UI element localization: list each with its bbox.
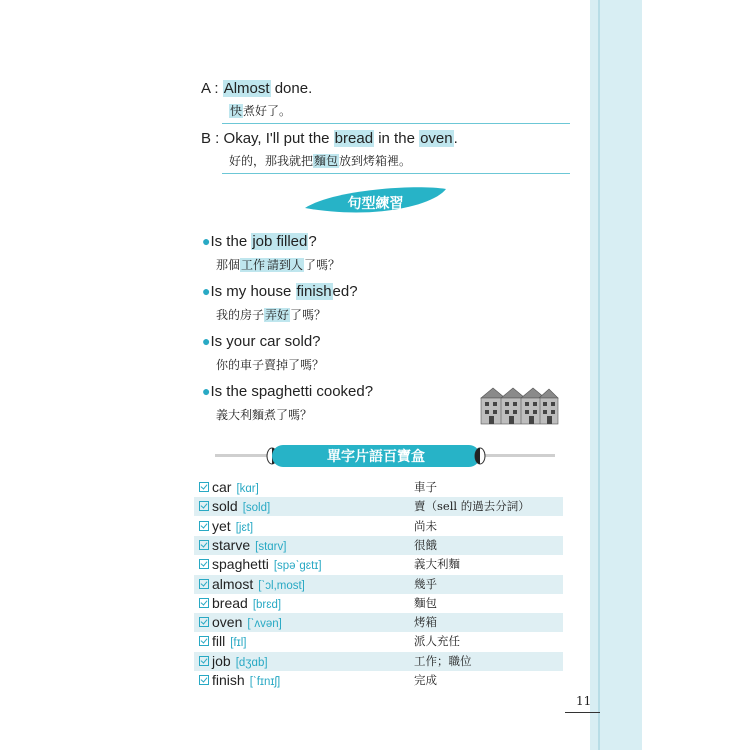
vocab-meaning: 很餓 — [414, 537, 437, 552]
vocab-word-text: starve — [212, 536, 251, 553]
vocab-row — [194, 613, 563, 632]
townhouses-illustration — [479, 386, 559, 431]
vocab-row — [194, 517, 563, 536]
vocab-phonetic: [sold] — [242, 502, 271, 515]
text-segment: 義大利麵煮了嗎？ — [216, 408, 313, 422]
highlighted-text: oven — [420, 130, 453, 147]
vocab-row — [194, 652, 563, 671]
vocab-meaning: 完成 — [414, 673, 437, 687]
vocab-phonetic: [dʒɑb] — [235, 656, 268, 669]
vocab-row — [194, 536, 563, 555]
vocab-banner-rule-right — [476, 454, 555, 457]
vocab-row — [194, 478, 563, 497]
dialogue-line-b: B : Okay, I'll put the bread in the oven. 好的，那我就把麵包放到烤箱裡。 — [201, 130, 458, 168]
highlighted-text: Almost — [223, 80, 270, 97]
text-segment: 我的房子 — [216, 308, 265, 322]
vocab-word-text: yet — [212, 517, 231, 534]
vocab-row — [194, 497, 563, 516]
dialogue-divider — [222, 173, 570, 174]
vocab-word — [212, 517, 253, 538]
vocab-phonetic: [ˋɔl,most] — [258, 579, 305, 592]
vocab-phonetic: [ˋfɪnɪʃ] — [249, 676, 281, 688]
vocab-meaning: 派人充任 — [414, 634, 460, 649]
vocab-meaning: 工作；職位 — [414, 653, 472, 668]
vocab-word — [212, 594, 281, 615]
checkbox-icon[interactable] — [199, 482, 209, 492]
text-segment: 你的車子賣掉了嗎？ — [216, 358, 325, 372]
vocab-row — [194, 575, 563, 594]
text-segment: ed? — [332, 283, 358, 300]
checkbox-icon[interactable] — [199, 636, 209, 646]
pattern-item — [202, 233, 340, 273]
vocab-word-text: almost — [212, 575, 254, 592]
margin-line — [598, 0, 600, 750]
vocab-row — [194, 632, 563, 651]
vocab-meaning: 烤箱 — [414, 615, 437, 630]
patterns-title: 句型練習 — [347, 195, 404, 211]
vocab-word-text: oven — [212, 614, 243, 631]
highlighted-text: finish — [296, 283, 332, 300]
text-segment: 好的，那我就把 — [229, 154, 314, 168]
vocab-meaning: 幾乎 — [414, 576, 437, 591]
dialogue-line-a: A : Almost done. 快煮好了。 — [201, 80, 313, 118]
checkbox-icon[interactable] — [199, 579, 209, 589]
vocab-phonetic: [kɑr] — [236, 483, 259, 495]
vocab-word-text: fill — [212, 633, 226, 650]
vocab-word — [212, 555, 322, 576]
checkbox-icon[interactable] — [199, 521, 209, 531]
vocab-word — [212, 536, 286, 557]
text-segment: Is the spaghetti cooked? — [210, 383, 374, 400]
pattern-item — [202, 333, 324, 373]
pattern-item — [202, 283, 358, 323]
text-segment: 煮好了。 — [243, 104, 292, 118]
bullet-icon: ● — [202, 233, 211, 249]
text-segment: . — [453, 130, 458, 147]
vocab-word — [212, 652, 268, 673]
vocab-phonetic: [spəˋgɛtɪ] — [273, 560, 322, 573]
vocab-meaning: 車子 — [414, 480, 437, 494]
vocab-word-text: bread — [212, 594, 248, 611]
text-segment: Is my house — [210, 283, 296, 300]
dialogue-divider — [222, 123, 570, 124]
vocab-word-text: job — [212, 652, 231, 669]
vocab-phonetic: [fɪl] — [230, 637, 247, 650]
page-number: 11 — [576, 694, 592, 708]
vocab-row — [194, 671, 563, 690]
vocab-phonetic: [brɛd] — [252, 598, 282, 611]
highlighted-text: bread — [334, 130, 374, 147]
text-segment: ? — [308, 233, 317, 250]
page-number-rule — [565, 712, 600, 713]
text-segment: 放到烤箱裡。 — [339, 154, 412, 168]
bullet-icon: ● — [202, 283, 211, 299]
vocab-word — [212, 613, 282, 634]
speaker-label: A — [201, 80, 211, 97]
vocab-row — [194, 594, 563, 613]
vocab-word-text: sold — [212, 498, 238, 515]
vocab-meaning: 麵包 — [414, 595, 437, 610]
vocab-word-text: finish — [212, 672, 245, 688]
bullet-icon: ● — [202, 383, 211, 399]
text-segment: 那個 — [216, 258, 241, 272]
checkbox-icon[interactable] — [199, 501, 209, 511]
text-segment: Okay, I'll put the — [223, 130, 334, 147]
vocab-row — [194, 555, 563, 574]
highlighted-text: 弄好 — [265, 308, 290, 322]
text-segment: in the — [374, 130, 420, 147]
checkbox-icon[interactable] — [199, 559, 209, 569]
highlighted-text: 快 — [230, 104, 243, 118]
vocab-phonetic: [jɛt] — [235, 521, 254, 534]
text-segment: Is the — [210, 233, 252, 250]
checkbox-icon[interactable] — [199, 656, 209, 666]
checkbox-icon[interactable] — [199, 598, 209, 608]
vocab-word — [212, 478, 259, 499]
vocab-meaning: 義大利麵 — [414, 557, 460, 572]
vocab-word — [212, 497, 270, 518]
bullet-icon: ● — [202, 333, 211, 349]
text-segment: 了嗎？ — [290, 308, 327, 322]
highlighted-text: 請到人 — [267, 258, 304, 272]
text-segment: Is your car sold? — [210, 333, 321, 350]
vocab-word — [212, 575, 305, 596]
text-segment: done. — [270, 80, 313, 97]
checkbox-icon[interactable] — [199, 675, 209, 685]
vocab-banner-cap-right — [474, 447, 486, 465]
vocab-meaning: 賣（sell 的過去分詞） — [414, 499, 530, 514]
highlighted-text: 麵包 — [314, 154, 339, 168]
vocab-meaning: 尚未 — [414, 518, 437, 533]
checkbox-icon[interactable] — [199, 617, 209, 627]
highlighted-text: job filled — [252, 233, 308, 250]
vocab-word — [212, 671, 280, 692]
patterns-title-banner — [303, 186, 448, 216]
vocab-word-text: spaghetti — [212, 556, 269, 573]
vocab-word-text: car — [212, 479, 232, 495]
checkbox-icon[interactable] — [199, 540, 209, 550]
vocab-word — [212, 632, 246, 653]
pattern-item — [202, 383, 373, 423]
vocab-phonetic: [ˋʌvən] — [247, 618, 282, 631]
speaker-label: B — [201, 130, 212, 147]
text-segment: 了嗎？ — [304, 258, 341, 272]
highlighted-text: 工作 — [241, 258, 266, 272]
vocab-title: 單字片語百寶盒 — [272, 445, 480, 467]
vocab-phonetic: [stɑrv] — [255, 540, 287, 553]
